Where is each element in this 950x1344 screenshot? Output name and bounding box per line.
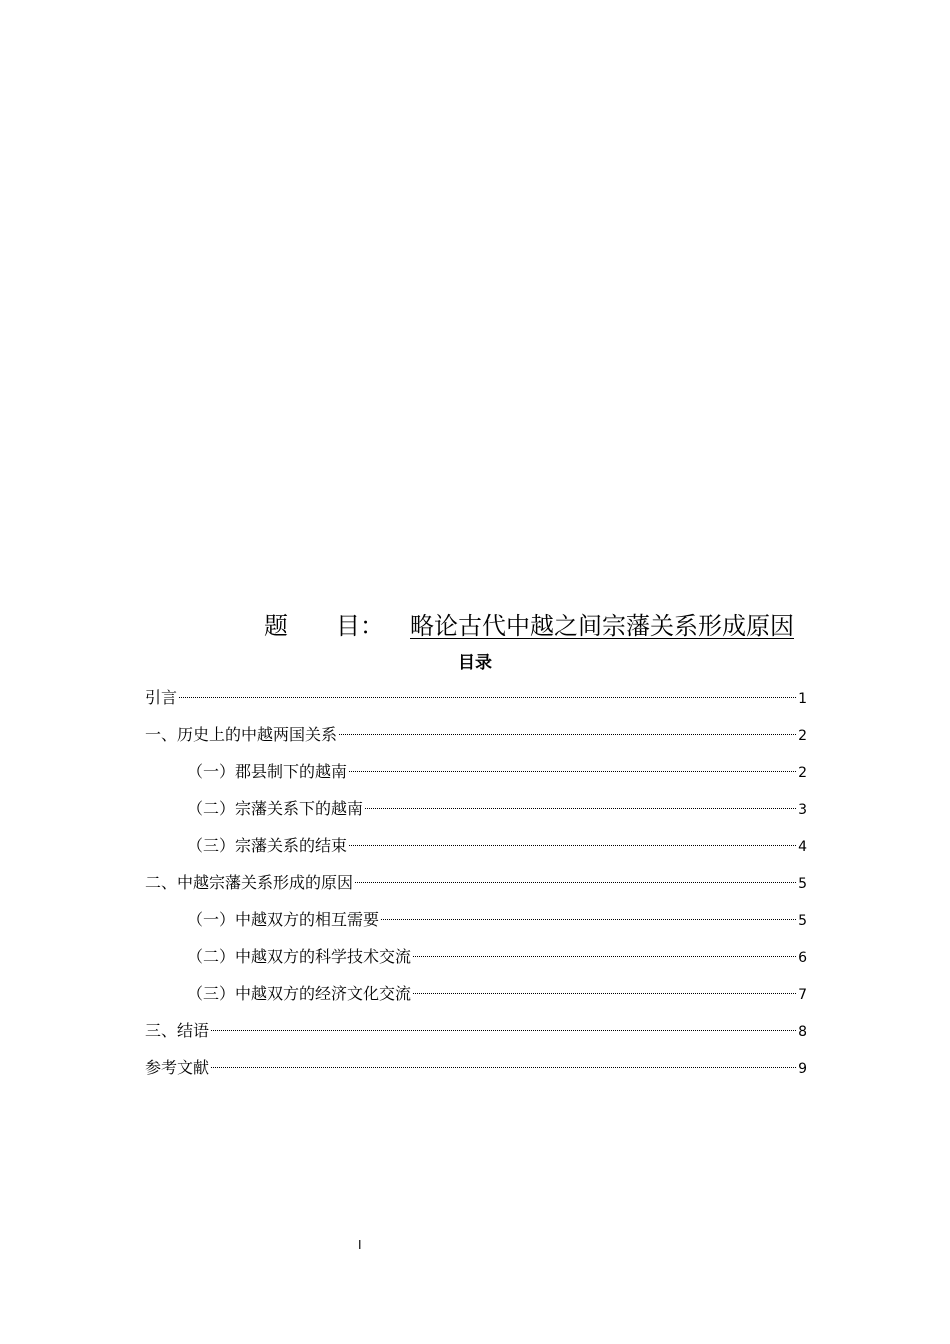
toc-entry-page: 7	[798, 987, 807, 1003]
toc-dot-leader	[413, 956, 796, 957]
footer-page-number: I	[358, 1238, 362, 1252]
toc-entry[interactable]	[145, 1054, 807, 1091]
toc-dot-leader	[179, 697, 796, 698]
toc-entry-text: 二、中越宗藩关系形成的原因	[145, 873, 354, 892]
toc-entry-page: 4	[798, 839, 807, 855]
toc-entry-text: （二）中越双方的科学技术交流	[187, 947, 412, 966]
toc-entry-page: 1	[798, 691, 807, 707]
toc-dot-leader	[355, 882, 796, 883]
title-label-first: 题	[264, 612, 288, 640]
toc-entry[interactable]	[145, 795, 807, 832]
toc-entry[interactable]	[145, 684, 807, 721]
toc-entry-page: 2	[798, 728, 807, 744]
toc-entry[interactable]	[145, 943, 807, 980]
toc-dot-leader	[211, 1067, 796, 1068]
toc-entry-page: 6	[798, 950, 807, 966]
toc-entry-text: （一）中越双方的相互需要	[187, 910, 380, 929]
toc-entry-page: 9	[798, 1061, 807, 1077]
toc-entry[interactable]	[145, 832, 807, 869]
toc-entry[interactable]	[145, 758, 807, 795]
toc-entry-page: 5	[798, 913, 807, 929]
title-value: 略论古代中越之间宗藩关系形成原因	[410, 612, 794, 640]
toc-dot-leader	[413, 993, 796, 994]
toc-entry-page: 8	[798, 1024, 807, 1040]
toc-entry[interactable]	[145, 869, 807, 906]
toc-entry[interactable]	[145, 906, 807, 943]
toc-dot-leader	[349, 845, 796, 846]
toc-entry-text: 一、历史上的中越两国关系	[145, 725, 338, 744]
toc-entry[interactable]	[145, 980, 807, 1017]
toc-entry-page: 2	[798, 765, 807, 781]
toc-entry[interactable]	[145, 1017, 807, 1054]
toc-heading: 目录	[458, 653, 492, 673]
thesis-title	[264, 608, 794, 644]
toc-entry-text: （二）宗藩关系下的越南	[187, 799, 364, 818]
toc-entry-page: 3	[798, 802, 807, 818]
toc-entry-text: （三）宗藩关系的结束	[187, 836, 348, 855]
toc-entry-text: （一）郡县制下的越南	[187, 762, 348, 781]
toc-entry-text: 三、结语	[145, 1021, 210, 1040]
toc-dot-leader	[211, 1030, 796, 1031]
toc-entry-page: 5	[798, 876, 807, 892]
toc-dot-leader	[339, 734, 796, 735]
table-of-contents	[145, 684, 807, 1091]
toc-entry-text: 引言	[145, 688, 178, 707]
toc-dot-leader	[365, 808, 796, 809]
toc-entry[interactable]	[145, 721, 807, 758]
toc-dot-leader	[349, 771, 796, 772]
toc-entry-text: 参考文献	[145, 1058, 210, 1077]
toc-dot-leader	[381, 919, 796, 920]
title-label-second: 目：	[336, 612, 384, 640]
toc-entry-text: （三）中越双方的经济文化交流	[187, 984, 412, 1003]
